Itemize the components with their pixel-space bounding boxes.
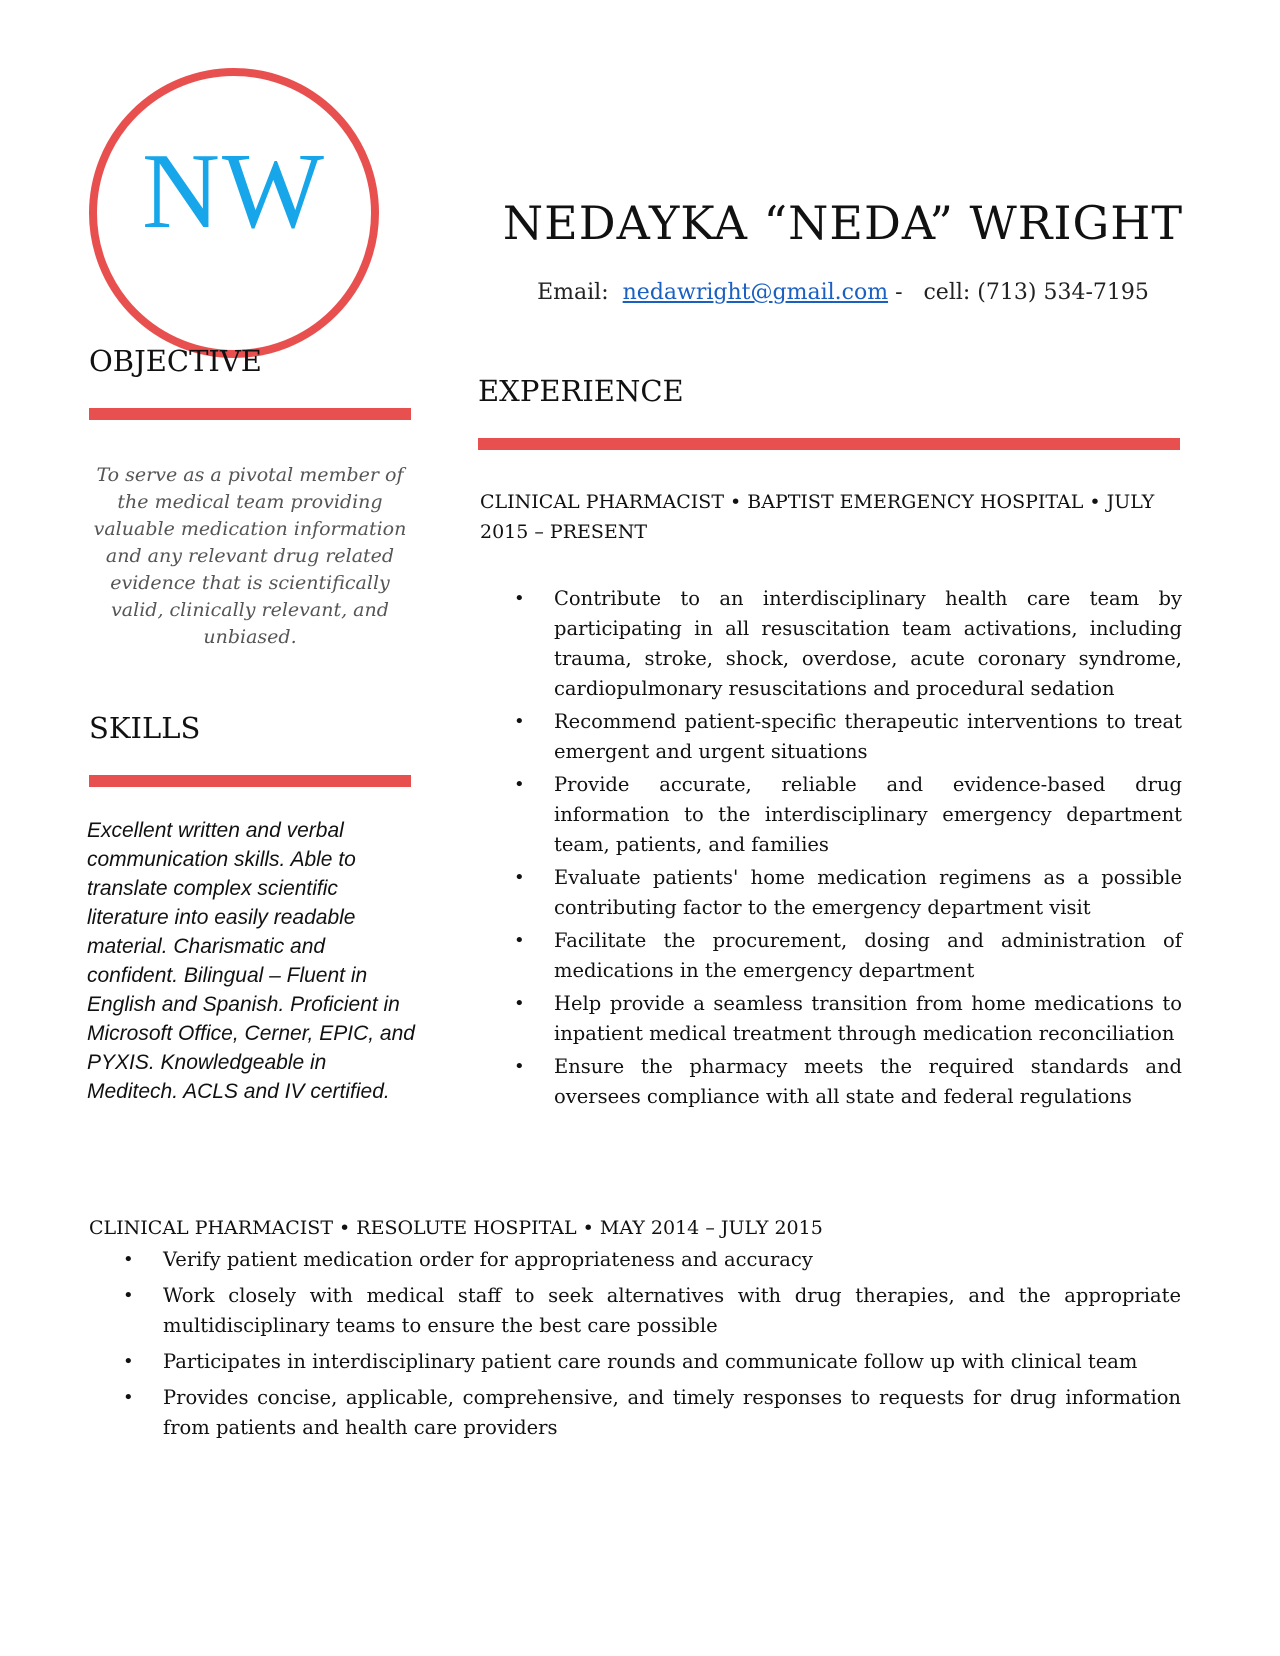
- list-item: • Contribute to an interdisciplinary health care team by participating in all resuscitation team activations, including trauma, stroke, shock, overdose, acute coronary syndrome, cardiopulmonary resuscitations and procedural sedation: [514, 584, 1182, 704]
- list-item: • Evaluate patients' home medication regimens as a possible contributing factor to the emergency department visit: [514, 863, 1182, 923]
- list-item: • Provide accurate, reliable and evidence-based drug information to the interdisciplinary emergency department team, patients, and families: [514, 770, 1182, 860]
- monogram-initials: NW: [142, 132, 326, 251]
- bullet-icon: •: [123, 1351, 134, 1372]
- bullet-icon: •: [514, 993, 525, 1014]
- objective-divider: [89, 408, 411, 420]
- skills-title: SKILLS: [89, 711, 201, 745]
- skills-text: Excellent written and verbal communication skills. Able to translate complex scientific literature into easily readable material. Charismatic and confident. Bilingual – Fluent in English and Spanish. Proficient in Microsoft Office, Cerner, EPIC, and PYXIS. Knowledgeable in Meditech. ACLS and IV certified.: [87, 819, 415, 1103]
- experience-divider: [478, 438, 1180, 450]
- list-item: • Work closely with medical staff to seek alternatives with drug therapies, and the appropriate multidisciplinary teams to ensure the best care possible: [123, 1281, 1181, 1341]
- email-link[interactable]: nedawright@gmail.com: [622, 280, 889, 305]
- objective-text: To serve as a pivotal member of the medical team providing valuable medication information and any relevant drug related evidence that is scientifically valid, clinically relevant, and unbiased.: [93, 464, 407, 648]
- bullet-icon: •: [514, 930, 525, 951]
- cell-phone: cell: (713) 534-7195: [923, 280, 1149, 305]
- bullet-icon: •: [123, 1249, 134, 1270]
- candidate-name: NEDAYKA “NEDA” WRIGHT: [502, 196, 1184, 250]
- objective-title: OBJECTIVE: [89, 344, 262, 378]
- bullet-icon: •: [514, 774, 525, 795]
- bullet-icon: •: [514, 711, 525, 732]
- bullet-icon: •: [123, 1387, 134, 1408]
- experience-title: EXPERIENCE: [478, 374, 684, 408]
- job-duties-list: [123, 1245, 1181, 1449]
- list-item: • Recommend patient-specific therapeutic interventions to treat emergent and urgent situations: [514, 707, 1182, 767]
- contact-line: [478, 280, 1208, 305]
- list-item: • Verify patient medication order for appropriateness and accuracy: [123, 1245, 1181, 1275]
- list-item: • Facilitate the procurement, dosing and administration of medications in the emergency department: [514, 926, 1182, 986]
- skills-divider: [89, 775, 411, 787]
- monogram-circle: [89, 68, 379, 358]
- job-heading: CLINICAL PHARMACIST • RESOLUTE HOSPITAL • MAY 2014 – JULY 2015: [89, 1217, 823, 1239]
- list-item: • Ensure the pharmacy meets the required standards and oversees compliance with all state and federal regulations: [514, 1052, 1182, 1112]
- job-heading: CLINICAL PHARMACIST • BAPTIST EMERGENCY HOSPITAL • JULY 2015 – PRESENT: [480, 491, 1155, 543]
- contact-separator: -: [895, 280, 903, 305]
- list-item: • Participates in interdisciplinary patient care rounds and communicate follow up with clinical team: [123, 1347, 1181, 1377]
- bullet-icon: •: [514, 867, 525, 888]
- list-item: • Provides concise, applicable, comprehensive, and timely responses to requests for drug information from patients and health care providers: [123, 1383, 1181, 1443]
- bullet-icon: •: [123, 1285, 134, 1306]
- bullet-icon: •: [514, 588, 525, 609]
- bullet-icon: •: [514, 1056, 525, 1077]
- email-label: Email:: [537, 280, 609, 305]
- job-duties-list: [514, 584, 1182, 1115]
- list-item: • Help provide a seamless transition from home medications to inpatient medical treatment through medication reconciliation: [514, 989, 1182, 1049]
